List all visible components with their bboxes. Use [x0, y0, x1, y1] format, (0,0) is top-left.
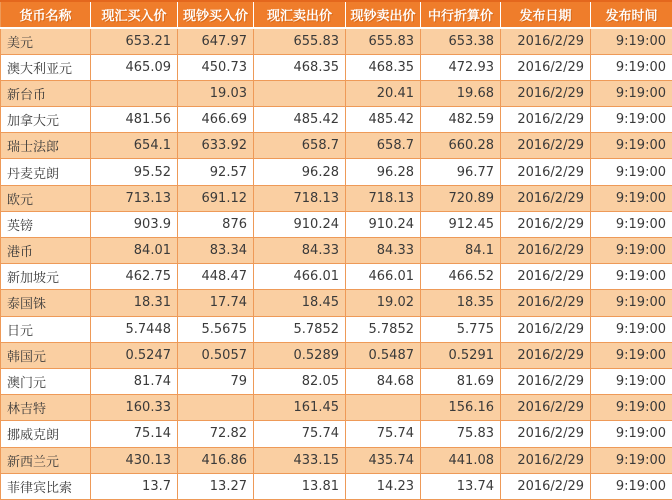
cash-buy-cell: 72.82	[178, 421, 254, 447]
currency-name-cell: 菲律宾比索	[1, 473, 91, 499]
cash-sell-cell: 84.33	[346, 238, 421, 264]
spot-sell-cell: 0.5289	[254, 342, 346, 368]
spot-sell-cell: 84.33	[254, 238, 346, 264]
spot-buy-cell	[91, 80, 178, 106]
currency-name-cell: 欧元	[1, 185, 91, 211]
currency-name-cell: 挪威克朗	[1, 421, 91, 447]
publish-date-cell: 2016/2/29	[501, 80, 591, 106]
spot-buy-cell: 13.7	[91, 473, 178, 499]
table-row	[1, 107, 672, 133]
cash-buy-cell: 17.74	[178, 290, 254, 316]
publish-date-cell: 2016/2/29	[501, 238, 591, 264]
spot-sell-cell: 161.45	[254, 395, 346, 421]
column-header-currency-name: 货币名称	[1, 1, 91, 28]
currency-name-cell: 泰国铢	[1, 290, 91, 316]
spot-sell-cell: 468.35	[254, 54, 346, 80]
publish-time-cell: 9:19:00	[591, 133, 672, 159]
publish-date-cell: 2016/2/29	[501, 447, 591, 473]
boc-conversion-cell: 466.52	[421, 264, 501, 290]
spot-sell-cell: 13.81	[254, 473, 346, 499]
spot-buy-cell: 465.09	[91, 54, 178, 80]
table-row	[1, 368, 672, 394]
publish-date-cell: 2016/2/29	[501, 185, 591, 211]
publish-date-cell: 2016/2/29	[501, 395, 591, 421]
spot-buy-cell: 462.75	[91, 264, 178, 290]
cash-sell-cell: 96.28	[346, 159, 421, 185]
boc-conversion-cell: 5.775	[421, 316, 501, 342]
spot-buy-cell: 75.14	[91, 421, 178, 447]
spot-sell-cell: 910.24	[254, 211, 346, 237]
cash-sell-cell: 655.83	[346, 28, 421, 54]
table-row	[1, 342, 672, 368]
cash-buy-cell: 416.86	[178, 447, 254, 473]
cash-buy-cell: 13.27	[178, 473, 254, 499]
boc-conversion-cell: 720.89	[421, 185, 501, 211]
currency-name-cell: 美元	[1, 28, 91, 54]
publish-date-cell: 2016/2/29	[501, 342, 591, 368]
boc-conversion-cell: 19.68	[421, 80, 501, 106]
cash-buy-cell: 448.47	[178, 264, 254, 290]
cash-buy-cell: 79	[178, 368, 254, 394]
boc-conversion-cell: 18.35	[421, 290, 501, 316]
publish-time-cell: 9:19:00	[591, 395, 672, 421]
table-row	[1, 28, 672, 54]
column-header-spot-buy: 现汇买入价	[91, 1, 178, 28]
table-row	[1, 447, 672, 473]
cash-sell-cell: 20.41	[346, 80, 421, 106]
spot-sell-cell: 5.7852	[254, 316, 346, 342]
publish-time-cell: 9:19:00	[591, 473, 672, 499]
publish-date-cell: 2016/2/29	[501, 421, 591, 447]
cash-buy-cell: 83.34	[178, 238, 254, 264]
publish-date-cell: 2016/2/29	[501, 368, 591, 394]
boc-conversion-cell: 660.28	[421, 133, 501, 159]
spot-sell-cell: 433.15	[254, 447, 346, 473]
spot-sell-cell: 718.13	[254, 185, 346, 211]
table-row	[1, 238, 672, 264]
table-body	[1, 28, 672, 500]
currency-name-cell: 澳门元	[1, 368, 91, 394]
table-row	[1, 80, 672, 106]
spot-buy-cell: 0.5247	[91, 342, 178, 368]
column-header-spot-sell: 现汇卖出价	[254, 1, 346, 28]
cash-buy-cell: 0.5057	[178, 342, 254, 368]
currency-name-cell: 英镑	[1, 211, 91, 237]
currency-name-cell: 新台币	[1, 80, 91, 106]
cash-buy-cell	[178, 395, 254, 421]
publish-date-cell: 2016/2/29	[501, 473, 591, 499]
publish-date-cell: 2016/2/29	[501, 107, 591, 133]
column-header-publish-time: 发布时间	[591, 1, 672, 28]
cash-sell-cell: 5.7852	[346, 316, 421, 342]
table-row	[1, 290, 672, 316]
cash-sell-cell: 84.68	[346, 368, 421, 394]
column-header-boc-conversion: 中行折算价	[421, 1, 501, 28]
column-header-cash-buy: 现钞买入价	[178, 1, 254, 28]
table-row	[1, 316, 672, 342]
table-row	[1, 395, 672, 421]
spot-buy-cell: 95.52	[91, 159, 178, 185]
table-row	[1, 185, 672, 211]
currency-name-cell: 丹麦克朗	[1, 159, 91, 185]
spot-buy-cell: 84.01	[91, 238, 178, 264]
boc-conversion-cell: 75.83	[421, 421, 501, 447]
header-row	[1, 1, 672, 28]
cash-sell-cell	[346, 395, 421, 421]
cash-buy-cell: 647.97	[178, 28, 254, 54]
publish-time-cell: 9:19:00	[591, 290, 672, 316]
currency-name-cell: 韩国元	[1, 342, 91, 368]
publish-time-cell: 9:19:00	[591, 447, 672, 473]
publish-time-cell: 9:19:00	[591, 80, 672, 106]
spot-sell-cell: 75.74	[254, 421, 346, 447]
publish-date-cell: 2016/2/29	[501, 28, 591, 54]
currency-name-cell: 瑞士法郎	[1, 133, 91, 159]
publish-time-cell: 9:19:00	[591, 185, 672, 211]
boc-conversion-cell: 653.38	[421, 28, 501, 54]
boc-conversion-cell: 84.1	[421, 238, 501, 264]
cash-buy-cell: 633.92	[178, 133, 254, 159]
spot-buy-cell: 713.13	[91, 185, 178, 211]
cash-buy-cell: 450.73	[178, 54, 254, 80]
table-row	[1, 421, 672, 447]
spot-buy-cell: 5.7448	[91, 316, 178, 342]
boc-conversion-cell: 472.93	[421, 54, 501, 80]
spot-sell-cell: 82.05	[254, 368, 346, 394]
publish-time-cell: 9:19:00	[591, 421, 672, 447]
publish-date-cell: 2016/2/29	[501, 316, 591, 342]
cash-sell-cell: 910.24	[346, 211, 421, 237]
table-row	[1, 211, 672, 237]
currency-name-cell: 林吉特	[1, 395, 91, 421]
spot-buy-cell: 81.74	[91, 368, 178, 394]
cash-buy-cell: 876	[178, 211, 254, 237]
cash-sell-cell: 19.02	[346, 290, 421, 316]
publish-time-cell: 9:19:00	[591, 54, 672, 80]
table-header	[1, 1, 672, 28]
currency-name-cell: 澳大利亚元	[1, 54, 91, 80]
publish-time-cell: 9:19:00	[591, 316, 672, 342]
publish-time-cell: 9:19:00	[591, 342, 672, 368]
spot-sell-cell: 18.45	[254, 290, 346, 316]
publish-date-cell: 2016/2/29	[501, 54, 591, 80]
boc-conversion-cell: 13.74	[421, 473, 501, 499]
publish-time-cell: 9:19:00	[591, 28, 672, 54]
boc-conversion-cell: 482.59	[421, 107, 501, 133]
spot-sell-cell: 658.7	[254, 133, 346, 159]
publish-date-cell: 2016/2/29	[501, 211, 591, 237]
spot-sell-cell: 466.01	[254, 264, 346, 290]
cash-buy-cell: 19.03	[178, 80, 254, 106]
spot-sell-cell: 485.42	[254, 107, 346, 133]
spot-buy-cell: 654.1	[91, 133, 178, 159]
currency-name-cell: 加拿大元	[1, 107, 91, 133]
column-header-publish-date: 发布日期	[501, 1, 591, 28]
spot-sell-cell: 655.83	[254, 28, 346, 54]
cash-sell-cell: 435.74	[346, 447, 421, 473]
spot-sell-cell: 96.28	[254, 159, 346, 185]
table-row	[1, 133, 672, 159]
boc-conversion-cell: 81.69	[421, 368, 501, 394]
cash-buy-cell: 466.69	[178, 107, 254, 133]
publish-date-cell: 2016/2/29	[501, 264, 591, 290]
boc-conversion-cell: 912.45	[421, 211, 501, 237]
boc-conversion-cell: 96.77	[421, 159, 501, 185]
table-row	[1, 159, 672, 185]
publish-date-cell: 2016/2/29	[501, 290, 591, 316]
cash-buy-cell: 691.12	[178, 185, 254, 211]
currency-name-cell: 日元	[1, 316, 91, 342]
cash-sell-cell: 466.01	[346, 264, 421, 290]
cash-buy-cell: 92.57	[178, 159, 254, 185]
currency-name-cell: 新加坡元	[1, 264, 91, 290]
boc-conversion-cell: 0.5291	[421, 342, 501, 368]
currency-name-cell: 新西兰元	[1, 447, 91, 473]
spot-buy-cell: 481.56	[91, 107, 178, 133]
spot-buy-cell: 653.21	[91, 28, 178, 54]
spot-sell-cell	[254, 80, 346, 106]
column-header-cash-sell: 现钞卖出价	[346, 1, 421, 28]
spot-buy-cell: 903.9	[91, 211, 178, 237]
table-row	[1, 473, 672, 499]
publish-date-cell: 2016/2/29	[501, 159, 591, 185]
spot-buy-cell: 430.13	[91, 447, 178, 473]
cash-sell-cell: 485.42	[346, 107, 421, 133]
publish-date-cell: 2016/2/29	[501, 133, 591, 159]
table-row	[1, 54, 672, 80]
cash-sell-cell: 14.23	[346, 473, 421, 499]
cash-sell-cell: 468.35	[346, 54, 421, 80]
table-row	[1, 264, 672, 290]
currency-name-cell: 港币	[1, 238, 91, 264]
publish-time-cell: 9:19:00	[591, 107, 672, 133]
cash-sell-cell: 718.13	[346, 185, 421, 211]
publish-time-cell: 9:19:00	[591, 368, 672, 394]
cash-buy-cell: 5.5675	[178, 316, 254, 342]
cash-sell-cell: 75.74	[346, 421, 421, 447]
spot-buy-cell: 160.33	[91, 395, 178, 421]
boc-conversion-cell: 156.16	[421, 395, 501, 421]
cash-sell-cell: 658.7	[346, 133, 421, 159]
boc-conversion-cell: 441.08	[421, 447, 501, 473]
publish-time-cell: 9:19:00	[591, 211, 672, 237]
publish-time-cell: 9:19:00	[591, 264, 672, 290]
publish-time-cell: 9:19:00	[591, 159, 672, 185]
spot-buy-cell: 18.31	[91, 290, 178, 316]
publish-time-cell: 9:19:00	[591, 238, 672, 264]
cash-sell-cell: 0.5487	[346, 342, 421, 368]
